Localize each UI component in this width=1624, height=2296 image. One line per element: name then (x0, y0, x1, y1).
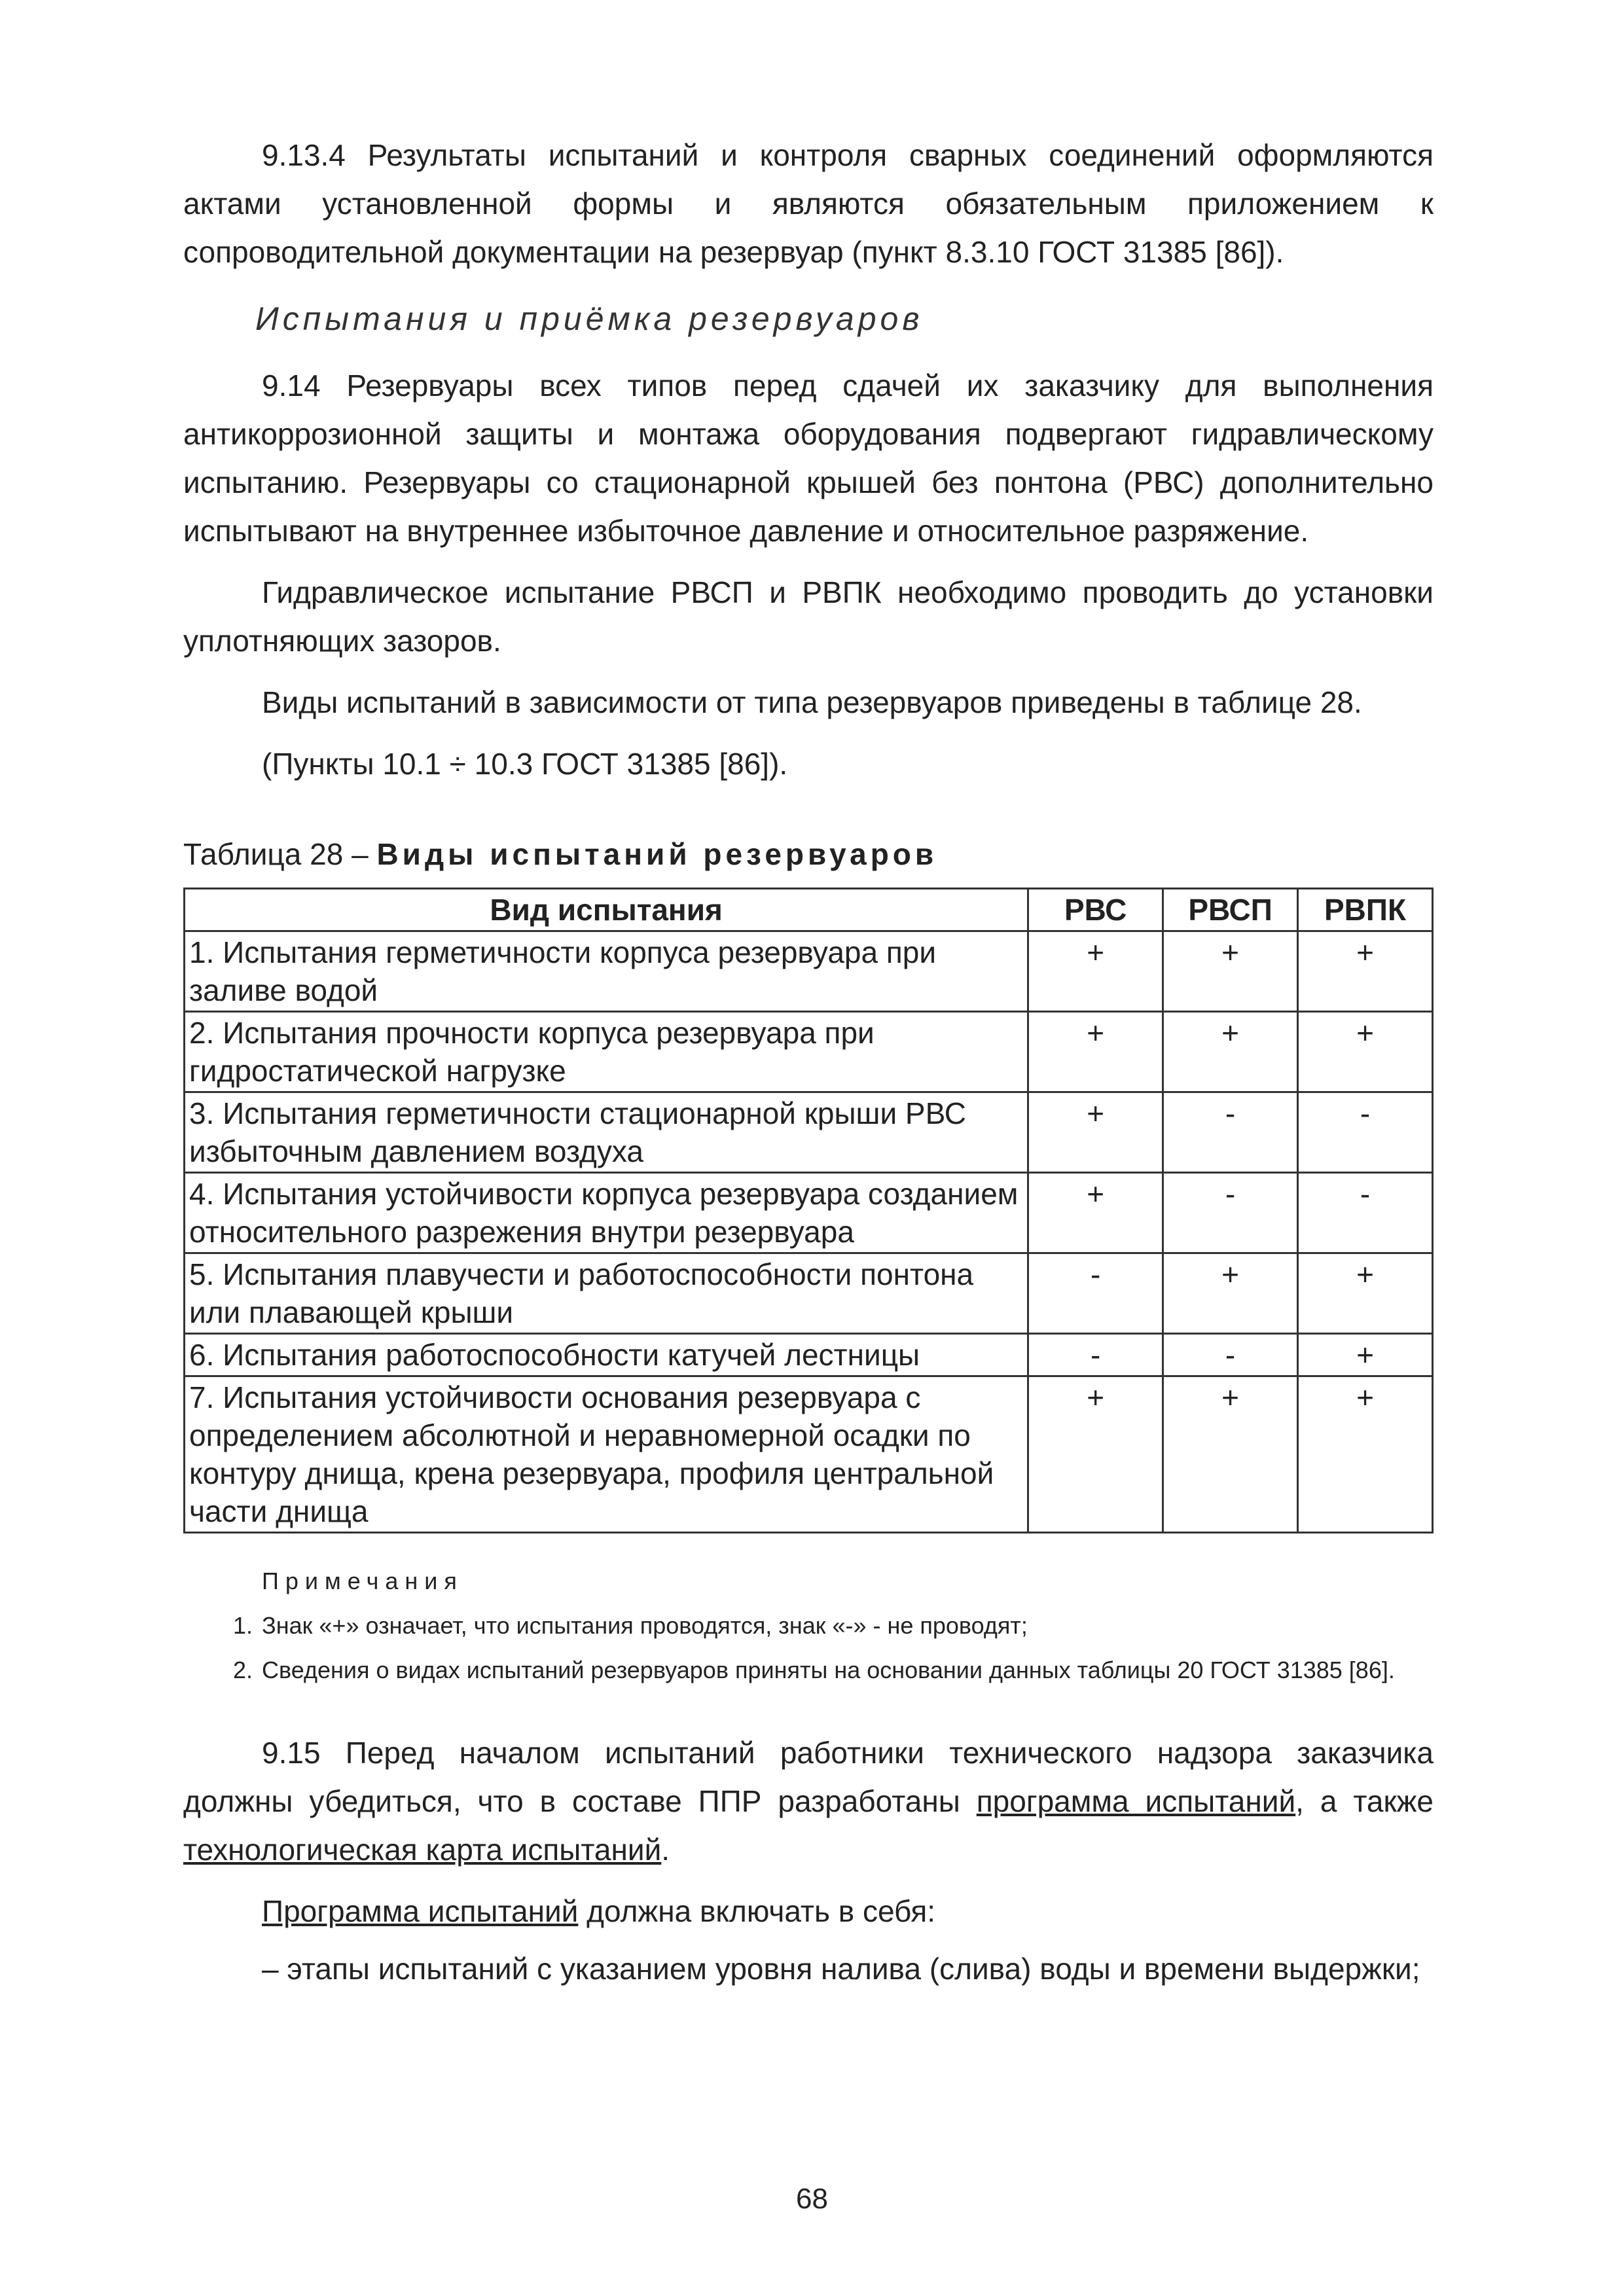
table-header-row (185, 889, 1433, 931)
table-caption-title: Виды испытаний резервуаров (376, 837, 938, 871)
table-row (185, 931, 1433, 1012)
mark-rvsp: + (1163, 931, 1298, 1012)
note-item (183, 1651, 1434, 1689)
mark-rvpk: - (1298, 1173, 1433, 1253)
program-term: Программа испытаний (262, 1894, 579, 1928)
test-name: 3. Испытания герметичности стационарной крыши РВС избыточным давлением воздуха (185, 1092, 1028, 1173)
paragraph-9-15 (183, 1729, 1434, 1874)
table-row (185, 1012, 1433, 1092)
mark-rvsp: + (1163, 1012, 1298, 1092)
mark-rvsp: - (1163, 1092, 1298, 1173)
document-page (183, 131, 1434, 1993)
mark-rvs: - (1028, 1253, 1163, 1334)
note-item (183, 1607, 1434, 1645)
page-number: 68 (796, 2183, 828, 2215)
test-program-link: программа испытаний (976, 1784, 1296, 1818)
mark-rvpk: + (1298, 1253, 1433, 1334)
mark-rvs: + (1028, 1376, 1163, 1533)
paragraph-hydraulic-test: Гидравлическое испытание РВСП и РВПК необходимо проводить до установки уплотняющих зазоров. (183, 575, 1434, 658)
header-rvpk: РВПК (1298, 889, 1433, 931)
note-number: 2. (232, 1657, 253, 1683)
table-caption-prefix: Таблица 28 – (183, 837, 369, 871)
header-test-type: Вид испытания (185, 889, 1028, 931)
note-text: Знак «+» означает, что испытания проводятся, знак «-» - не проводят; (262, 1612, 1028, 1639)
mark-rvsp: - (1163, 1173, 1298, 1253)
paragraph-9-15-part1: 9.15 Перед началом испытаний работники технического надзора заказчика должны убедиться, что в составе ППР разработаны (183, 1736, 1434, 1818)
mark-rvs: + (1028, 931, 1163, 1012)
paragraph-9-13-4: 9.13.4 Результаты испытаний и контроля сварных соединений оформляются актами установленной формы и являются обязательным приложением к сопроводительной документации на резервуар (пункт 8.3.10 ГОСТ 31385 [86]). (183, 138, 1434, 269)
note-text: Сведения о видах испытаний резервуаров приняты на основании данных таблицы 20 ГОСТ 31385 [86]. (262, 1657, 1395, 1683)
paragraph-program (183, 1887, 1434, 1935)
header-rvsp: РВСП (1163, 889, 1298, 931)
mark-rvpk: + (1298, 1376, 1433, 1533)
table-row (185, 1253, 1433, 1334)
mark-rvs: + (1028, 1173, 1163, 1253)
test-name: 6. Испытания работоспособности катучей лестницы (185, 1334, 1028, 1376)
header-rvs: РВС (1028, 889, 1163, 931)
table-row (185, 1376, 1433, 1533)
test-name: 2. Испытания прочности корпуса резервуара при гидростатической нагрузке (185, 1012, 1028, 1092)
mark-rvsp: - (1163, 1334, 1298, 1376)
mark-rvpk: + (1298, 1012, 1433, 1092)
notes-block (183, 1562, 1434, 1689)
paragraph-9-14: 9.14 Резервуары всех типов перед сдачей их заказчику для выполнения антикоррозионной защиты и монтажа оборудования подвергают гидравлическому испытанию. Резервуары со стационарной крышей без понтона (РВС) дополнительно испытывают на внутреннее избыточное давление и относительное разряжение. (183, 368, 1434, 548)
list-item: – этапы испытаний с указанием уровня налива (слива) воды и времени выдержки; (262, 1952, 1420, 1986)
note-number: 1. (232, 1612, 253, 1639)
paragraph-reference: (Пункты 10.1 ÷ 10.3 ГОСТ 31385 [86]). (262, 747, 788, 781)
mark-rvs: - (1028, 1334, 1163, 1376)
table-row (185, 1092, 1433, 1173)
mark-rvpk: + (1298, 931, 1433, 1012)
section-heading: Испытания и приёмка резервуаров (255, 300, 924, 337)
paragraph-9-15-part3: . (661, 1833, 670, 1867)
test-name: 4. Испытания устойчивости корпуса резервуара созданием относительного разрежения внутри резервуара (185, 1173, 1028, 1253)
tests-table (183, 888, 1434, 1534)
paragraph-9-15-part2: , а также (1295, 1784, 1434, 1818)
test-name: 7. Испытания устойчивости основания резервуара с определением абсолютной и неравномерной осадки по контуру днища, крена резервуара, профиля центральной части днища (185, 1376, 1028, 1533)
mark-rvs: + (1028, 1092, 1163, 1173)
mark-rvpk: + (1298, 1334, 1433, 1376)
test-name: 1. Испытания герметичности корпуса резервуара при заливе водой (185, 931, 1028, 1012)
technological-map-link: технологическая карта испытаний (183, 1833, 662, 1867)
mark-rvpk: - (1298, 1092, 1433, 1173)
mark-rvsp: + (1163, 1253, 1298, 1334)
program-rest: должна включать в себя: (578, 1894, 936, 1928)
table-row (185, 1173, 1433, 1253)
mark-rvsp: + (1163, 1376, 1298, 1533)
test-name: 5. Испытания плавучести и работоспособности понтона или плавающей крыши (185, 1253, 1028, 1334)
table-row (185, 1334, 1433, 1376)
table-caption (183, 831, 1434, 877)
notes-title: Примечания (262, 1568, 463, 1594)
paragraph-test-types: Виды испытаний в зависимости от типа резервуаров приведены в таблице 28. (262, 685, 1362, 719)
mark-rvs: + (1028, 1012, 1163, 1092)
